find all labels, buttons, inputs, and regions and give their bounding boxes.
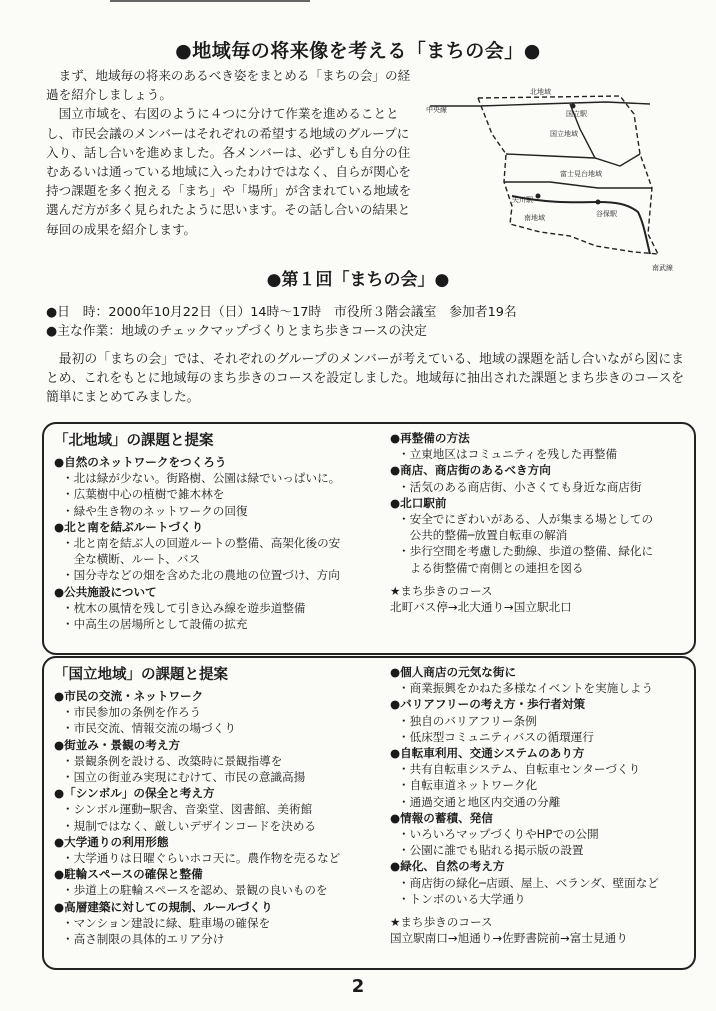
topic-item: ・北と南を結ぶ人の回遊ルートの整備、高架化後の安 (62, 536, 341, 551)
topic-item: ・低床型コミュニティバスの循環運行 (398, 729, 594, 744)
course-text: 北町バス停→北大通り→国立駅北口 (390, 600, 572, 615)
map-label-yaho-station: 矢川駅 (512, 196, 533, 204)
topic-item: ・歩行空間を考慮した動線、歩道の整備、緑化に (398, 544, 654, 559)
section-subtitle: ●第１回「まちの会」● (266, 270, 450, 290)
topic-heading: ●駐輪スペースの確保と整備 (54, 867, 203, 882)
topic-item: ・自転車道ネットワーク化 (398, 778, 538, 793)
topic-heading: ●街並み・景観の考え方 (54, 737, 181, 752)
topic-item: よる街整備で南側との連担を図る (398, 560, 584, 575)
topic-heading: ●再整備の方法 (390, 431, 470, 445)
topic-item: ・安全でにぎわいがある、人が集まる場としての (398, 512, 654, 527)
kita-heading: 「北地域」の課題と提案 (54, 433, 214, 449)
topic-item: ・高さ制限の具体的エリア分け (62, 932, 225, 947)
summary-paragraph: 最初の「まちの会」では、それぞれのグループのメンバーが考えている、地域の課題を話し合いながら図にまとめ、これをもとに地域毎のまち歩きのコースを設定しました。地域毎に抽出された課題とまち歩きのコースを簡単にまとめてみました。 (46, 352, 685, 405)
kunitachi-area-box (42, 656, 696, 970)
topic-item: ・いろいろマップづくりやHPでの公開 (398, 827, 599, 842)
page-title: ●地域毎の将来像を考える「まちの会」● (175, 40, 541, 62)
meeting-date: ●日 時：2000年10月22日（日）14時〜17時 市役所３階会議室 参加者19名 (46, 305, 517, 320)
topic-item: ・枕木の風情を残して引き込み線を遊歩道整備 (62, 600, 306, 615)
kita-left-column (54, 430, 389, 632)
map-label-nambusen: 南武線 (652, 264, 673, 272)
topic-item: ・トンボのいる大学通り (398, 891, 526, 906)
topic-item: ・北は緑が少ない。街路樹、公園は緑でいっぱいに。 (62, 471, 341, 486)
map-label-yagawa-station: 谷保駅 (596, 210, 617, 218)
topic-heading: ●北と南を結ぶルートづくり (54, 519, 204, 534)
kita-right-column (390, 430, 690, 615)
topic-heading: ●市民の交流・ネットワーク (54, 689, 204, 703)
topic-item: ・国立の街並み実現にむけて、市民の意識高揚 (62, 770, 306, 785)
map-label-minami: 南地域 (524, 214, 545, 222)
topic-item: ・共有自転車システム、自転車センターづくり (398, 762, 641, 777)
intro-text (46, 66, 414, 239)
map-label-chuosen: 中央線 (426, 106, 447, 114)
topic-heading: ●緑化、自然の考え方 (390, 859, 505, 874)
topic-item: 公共的整備─放置自転車の解消 (398, 528, 568, 543)
kunitachi-right-column (390, 664, 690, 946)
topic-item: ・活気のある商店街、小さくても身近な商店街 (398, 479, 642, 494)
topic-item: ・市民参加の条例を作ろう (62, 705, 202, 720)
page-number: 2 (351, 976, 365, 997)
topic-heading: ●北口駅前 (390, 495, 447, 510)
topic-item: ・立東地区はコミュニティを残した再整備 (398, 447, 618, 462)
topic-item: 全な横断、ルート、バス (62, 552, 201, 567)
topic-item: ・公園に誰でも貼れる掲示版の設置 (398, 843, 584, 858)
topic-heading: ●自転車利用、交通システムのあり方 (390, 746, 585, 761)
topic-item: ・商業振興をかねた多様なイベントを実施しよう (398, 681, 654, 696)
topic-item: ・大学通りは日曜ぐらいホコ天に。農作物を売るなど (62, 851, 341, 866)
kunitachi-heading: 「国立地域」の課題と提案 (54, 667, 228, 683)
map-label-kunitachi-station: 国立駅 (566, 110, 587, 118)
topic-heading: ●バリアフリーの考え方・歩行者対策 (390, 697, 586, 712)
topic-heading: ●公共施設について (54, 584, 157, 599)
topic-item: ・国分寺などの畑を含めた北の農地の位置づけ、方向 (62, 568, 340, 583)
map-label-kunitachi: 国立地域 (550, 130, 578, 138)
topic-item: ・広葉樹中心の植樹で雑木林を (62, 487, 225, 502)
topic-heading: ●「シンボル」の保全と考え方 (54, 786, 215, 801)
summary-text (46, 350, 696, 407)
top-rule (110, 0, 310, 2)
topic-heading: ●大学通りの利用形態 (54, 834, 169, 849)
topic-item: ・規制ではなく、厳しいデザインコードを決める (62, 818, 317, 833)
map-label-kita: 北地域 (530, 88, 551, 96)
map-label-fujimidai: 富士見台地域 (560, 170, 602, 178)
topic-item: ・通過交通と地区内交通の分離 (398, 794, 561, 809)
topic-item: ・歩道上の駐輪スペースを認め、景観の良いものを (62, 883, 328, 898)
topic-heading: ●情報の蓄積、発信 (390, 810, 493, 825)
topic-item: ・緑や生き物のネットワークの回復 (62, 503, 248, 518)
course-text: ★まち歩きのコース (390, 583, 493, 598)
intro-paragraph-1: まず、地域毎の将来のあるべき姿をまとめる「まちの会」の経過を紹介しましょう。 (46, 68, 411, 103)
kita-area-box (42, 422, 696, 655)
course-text: ★まち歩きのコース (390, 915, 493, 930)
topic-item: ・独自のバリアフリー条例 (398, 713, 537, 728)
meeting-info (46, 303, 686, 341)
topic-heading: ●高層建築に対しての規制、ルールづくり (54, 899, 273, 914)
spacer (390, 576, 690, 583)
topic-item: ・マンション建設に緑、駐車場の確保を (62, 915, 271, 930)
topic-item: ・中高生の居場所として設備の拡充 (62, 617, 248, 632)
topic-heading: ●商店、商店街のあるべき方向 (390, 463, 551, 478)
kunitachi-left-column (54, 664, 389, 947)
spacer (390, 907, 690, 914)
topic-item: ・景観条例を設ける、改築時に景観指導を (62, 753, 283, 768)
topic-item: ・シンボル運動─駅舎、音楽堂、図書館、美術館 (62, 802, 313, 817)
intro-paragraph-2: 国立市域を、右図のように４つに分けて作業を進めることとし、市民会議のメンバーはそれぞれの希望する地域のグループに入り、話し合いを進めました。各メンバーは、必ずしも自分の住むあるいは通っている地域に入ったわけではなく、自らが関心を持つ課題を多く抱える「まち」や「場所」が含まれている地域を選んだ方が多く見られたように思います。その話し合いの結果と毎回の成果を紹介します。 (46, 106, 412, 237)
topic-heading: ●個人商店の元気な街に (390, 665, 517, 679)
course-text: 国立駅南口→旭通り→佐野書院前→富士見通り (390, 931, 628, 946)
topic-item: ・市民交流、情報交流の場づくり (62, 721, 236, 736)
topic-item: ・商店街の緑化─店頭、屋上、ベランダ、壁面など (398, 875, 659, 890)
topic-heading: ●自然のネットワークをつくろう (54, 455, 227, 469)
area-map (420, 84, 676, 280)
meeting-work: ●主な作業：地域のチェックマップづくりとまち歩きコースの決定 (46, 324, 427, 339)
